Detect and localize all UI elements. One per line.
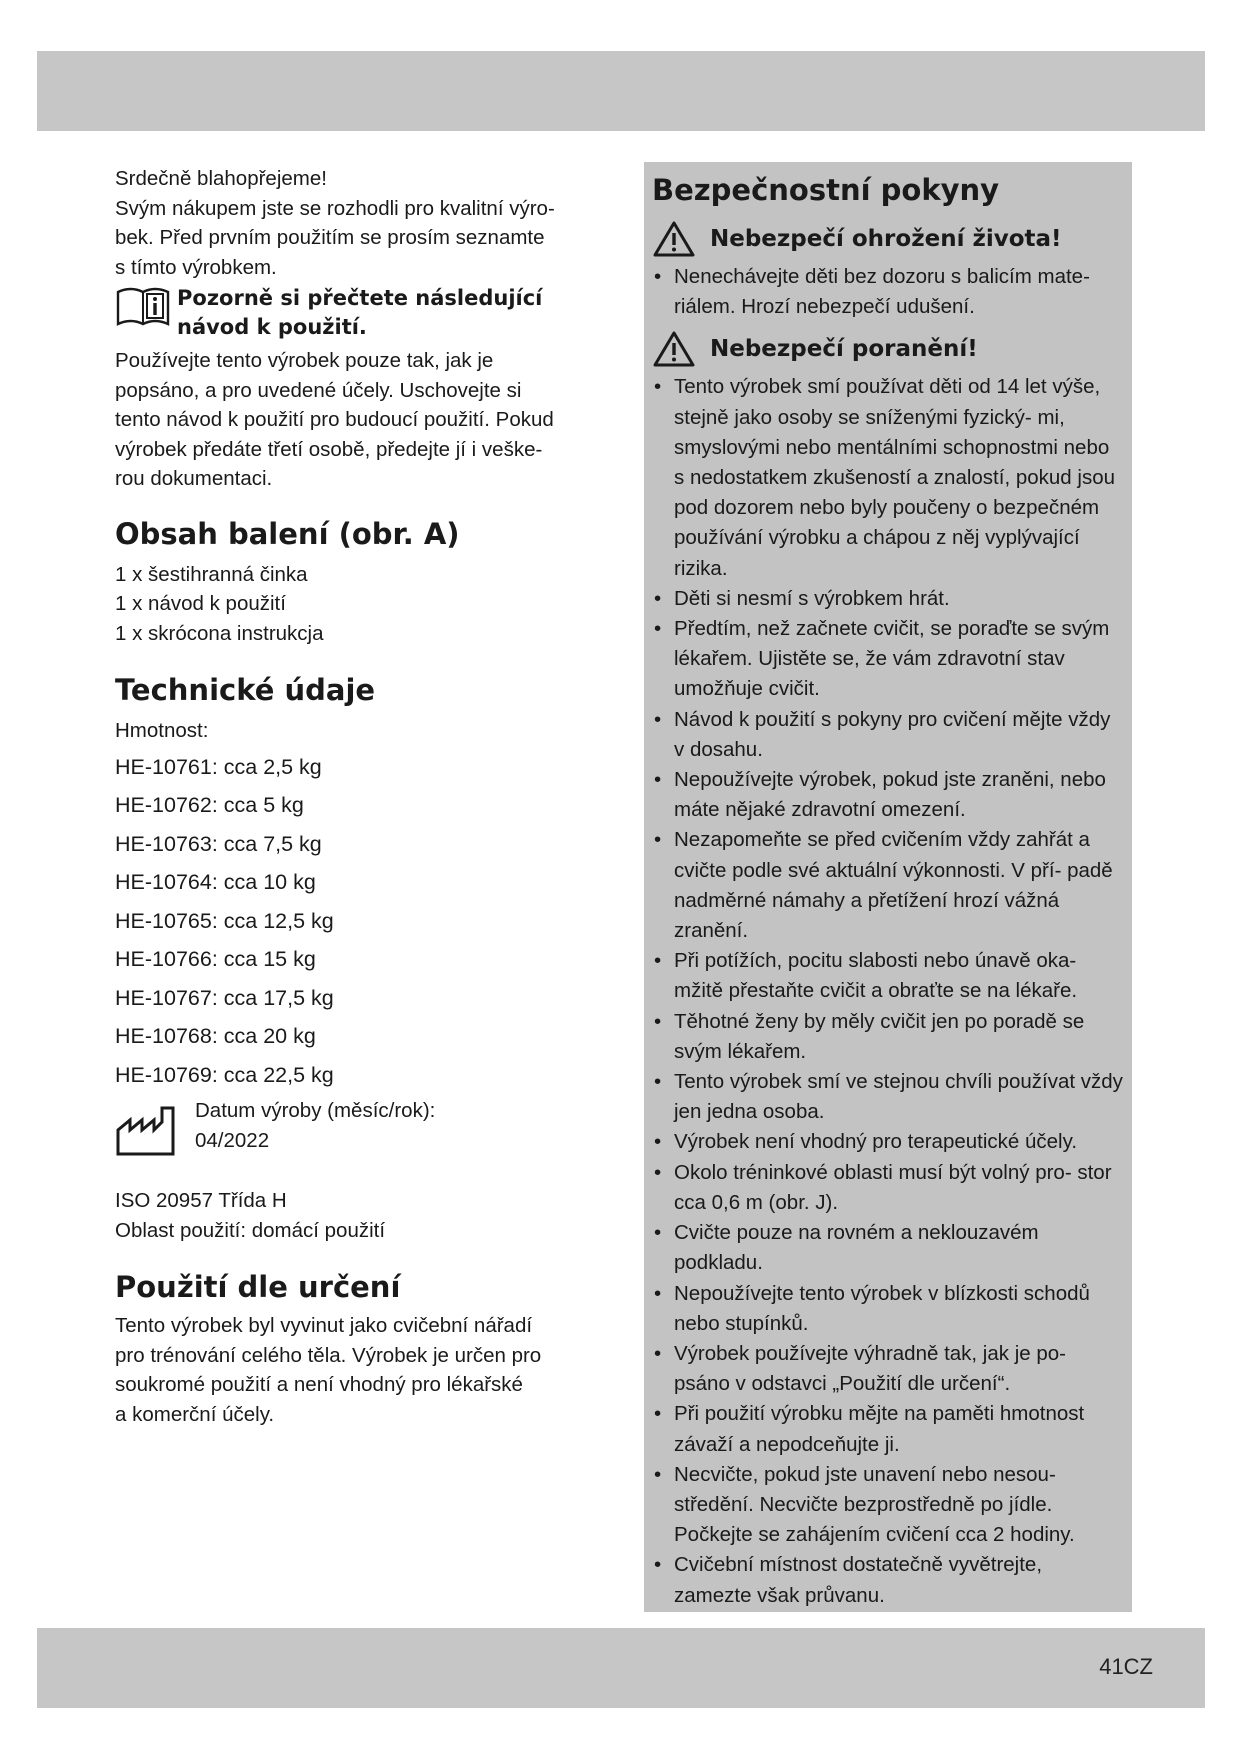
date-value: 04/2022 [195, 1128, 270, 1152]
date-label: Datum výroby (měsíc/rok): [195, 1099, 436, 1122]
safety-bullet: • Výrobek není vhodný pro terapeutické účely. [652, 1127, 1124, 1157]
weight-item: HE-10766: cca 15 kg [115, 947, 316, 971]
package-heading: Obsah balení (obr. A) [115, 516, 460, 551]
intended-use-line: pro trénování celého těla. Výrobek je určen pro [115, 1343, 542, 1367]
intended-use-line: Tento výrobek byl vyvinut jako cvičební nářadí [115, 1314, 533, 1337]
weight-item: HE-10768: cca 20 kg [115, 1024, 316, 1048]
safety-heading: Bezpečnostní pokyny [652, 173, 1000, 207]
usage-line: rou dokumentaci. [115, 467, 273, 490]
safety-bullet: • Tento výrobek smí ve stejnou chvíli používat vždy jen jedna osoba. [652, 1067, 1124, 1127]
intended-use-line: soukromé použití a není vhodný pro lékařské [115, 1373, 523, 1396]
danger-life-label: Nebezpečí ohrožení života! [710, 226, 1062, 252]
warning-triangle-icon [652, 220, 696, 258]
intro-line: bek. Před prvním použitím se prosím seznamte [115, 226, 545, 249]
usage-line: Používejte tento výrobek pouze tak, jak je [115, 349, 494, 372]
safety-bullet: • Nepoužívejte výrobek, pokud jste zraněni, nebo máte nějaké zdravotní omezení. [652, 765, 1124, 825]
package-item: 1 x skrócona instrukcja [115, 621, 324, 645]
notice-line: návod k použití. [177, 315, 367, 339]
weight-item: HE-10763: cca 7,5 kg [115, 831, 322, 856]
read-instructions-notice [115, 284, 595, 342]
weight-label: Hmotnost: [115, 719, 209, 742]
usage-line: tento návod k použití pro budoucí použití. Pokud [115, 408, 554, 431]
factory-icon [115, 1104, 177, 1158]
intro-line: s tímto výrobkem. [115, 255, 277, 279]
intended-use-line: a komerční účely. [115, 1402, 275, 1426]
read-manual-icon [115, 284, 171, 330]
package-item: 1 x šestihranná činka [115, 562, 308, 586]
weight-item: HE-10761: cca 2,5 kg [115, 754, 322, 779]
weight-list [115, 748, 595, 1095]
danger-life-warning [652, 220, 1124, 258]
safety-bullet: • Cvičte pouze na rovném a neklouzavém podkladu. [652, 1218, 1124, 1278]
usage-line: popsáno, a pro uvedené účely. Uschovejte si [115, 378, 522, 402]
usage-line: výrobek předáte třetí osobě, předejte jí i veške- [115, 437, 543, 461]
intended-use-heading: Použití dle určení [115, 1270, 401, 1304]
safety-bullet: • Výrobek používejte výhradně tak, jak je po- psáno v odstavci „Použití dle určení“. [652, 1339, 1124, 1399]
usage-area: Oblast použití: domácí použití [115, 1218, 386, 1242]
safety-panel [644, 162, 1132, 1612]
package-list [115, 560, 595, 649]
safety-bullet: • Návod k použití s pokyny pro cvičení mějte vždy v dosahu. [652, 705, 1124, 765]
safety-bullet: • Předtím, než začnete cvičit, se poraďte se svým lékařem. Ujistěte se, že vám zdravotní stav umožňuje cvičit. [652, 614, 1124, 705]
footer-band [37, 1628, 1205, 1708]
left-column [115, 164, 595, 1429]
standard-text: ISO 20957 Třída H [115, 1189, 287, 1212]
greeting: Srdečně blahopřejeme! [115, 167, 327, 190]
weight-item: HE-10769: cca 22,5 kg [115, 1062, 334, 1087]
safety-bullet: • Nepoužívejte tento výrobek v blízkosti schodů nebo stupínků. [652, 1279, 1124, 1339]
weight-item: HE-10762: cca 5 kg [115, 793, 304, 817]
technical-heading: Technické údaje [115, 673, 376, 707]
danger-injury-label: Nebezpečí poranění! [710, 336, 978, 363]
weight-item: HE-10767: cca 17,5 kg [115, 985, 334, 1010]
page-number: 41CZ [1099, 1654, 1153, 1679]
warning-triangle-icon [652, 330, 696, 368]
danger-injury-warning [652, 330, 1124, 368]
safety-bullet: • Tento výrobek smí používat děti od 14 let výše, stejně jako osoby se sníženými fyzický- mi, smyslovými nebo mentálními schopnostmi nebo s nedostatkem zkušeností a znalostí, pokud jsou pod dozorem nebo byly poučeny o bezpečném používání výrobku a chápou z něj vyplývající rizika. [652, 372, 1124, 583]
weight-item: HE-10764: cca 10 kg [115, 870, 316, 894]
danger-injury-list [652, 372, 1124, 1610]
safety-bullet: • Okolo tréninkové oblasti musí být volný pro- stor cca 0,6 m (obr. J). [652, 1158, 1124, 1218]
safety-bullet: • Děti si nesmí s výrobkem hrát. [652, 584, 1124, 614]
header-band [37, 51, 1205, 131]
safety-bullet: • Nezapomeňte se před cvičením vždy zahřát a cvičte podle své aktuální výkonnosti. V pří- padě nadměrné námahy a přetížení hrozí vážná zranění. [652, 825, 1124, 946]
manufacture-date [115, 1096, 595, 1158]
safety-bullet: • Těhotné ženy by měly cvičit jen po poradě se svým lékařem. [652, 1007, 1124, 1067]
notice-line: Pozorně si přečtete následující [177, 286, 543, 310]
safety-bullet: • Necvičte, pokud jste unavení nebo nesou- středění. Necvičte bezprostředně po jídle. Počkejte se zahájením cvičení cca 2 hodiny. [652, 1460, 1124, 1551]
safety-bullet: • Nenechávejte děti bez dozoru s balicím mate- riálem. Hrozí nebezpečí udušení. [652, 262, 1124, 322]
safety-bullet: • Cvičební místnost dostatečně vyvětrejte, zamezte však průvanu. [652, 1550, 1124, 1610]
safety-bullet: • Při potížích, pocitu slabosti nebo únavě oka- mžitě přestaňte cvičit a obraťte se na lékaře. [652, 946, 1124, 1006]
weight-item: HE-10765: cca 12,5 kg [115, 908, 334, 933]
danger-life-list [652, 262, 1124, 322]
intro-line: Svým nákupem jste se rozhodli pro kvalitní výro- [115, 196, 555, 220]
safety-bullet: • Při použití výrobku mějte na paměti hmotnost závaží a nepodceňujte ji. [652, 1399, 1124, 1459]
package-item: 1 x návod k použití [115, 592, 286, 615]
